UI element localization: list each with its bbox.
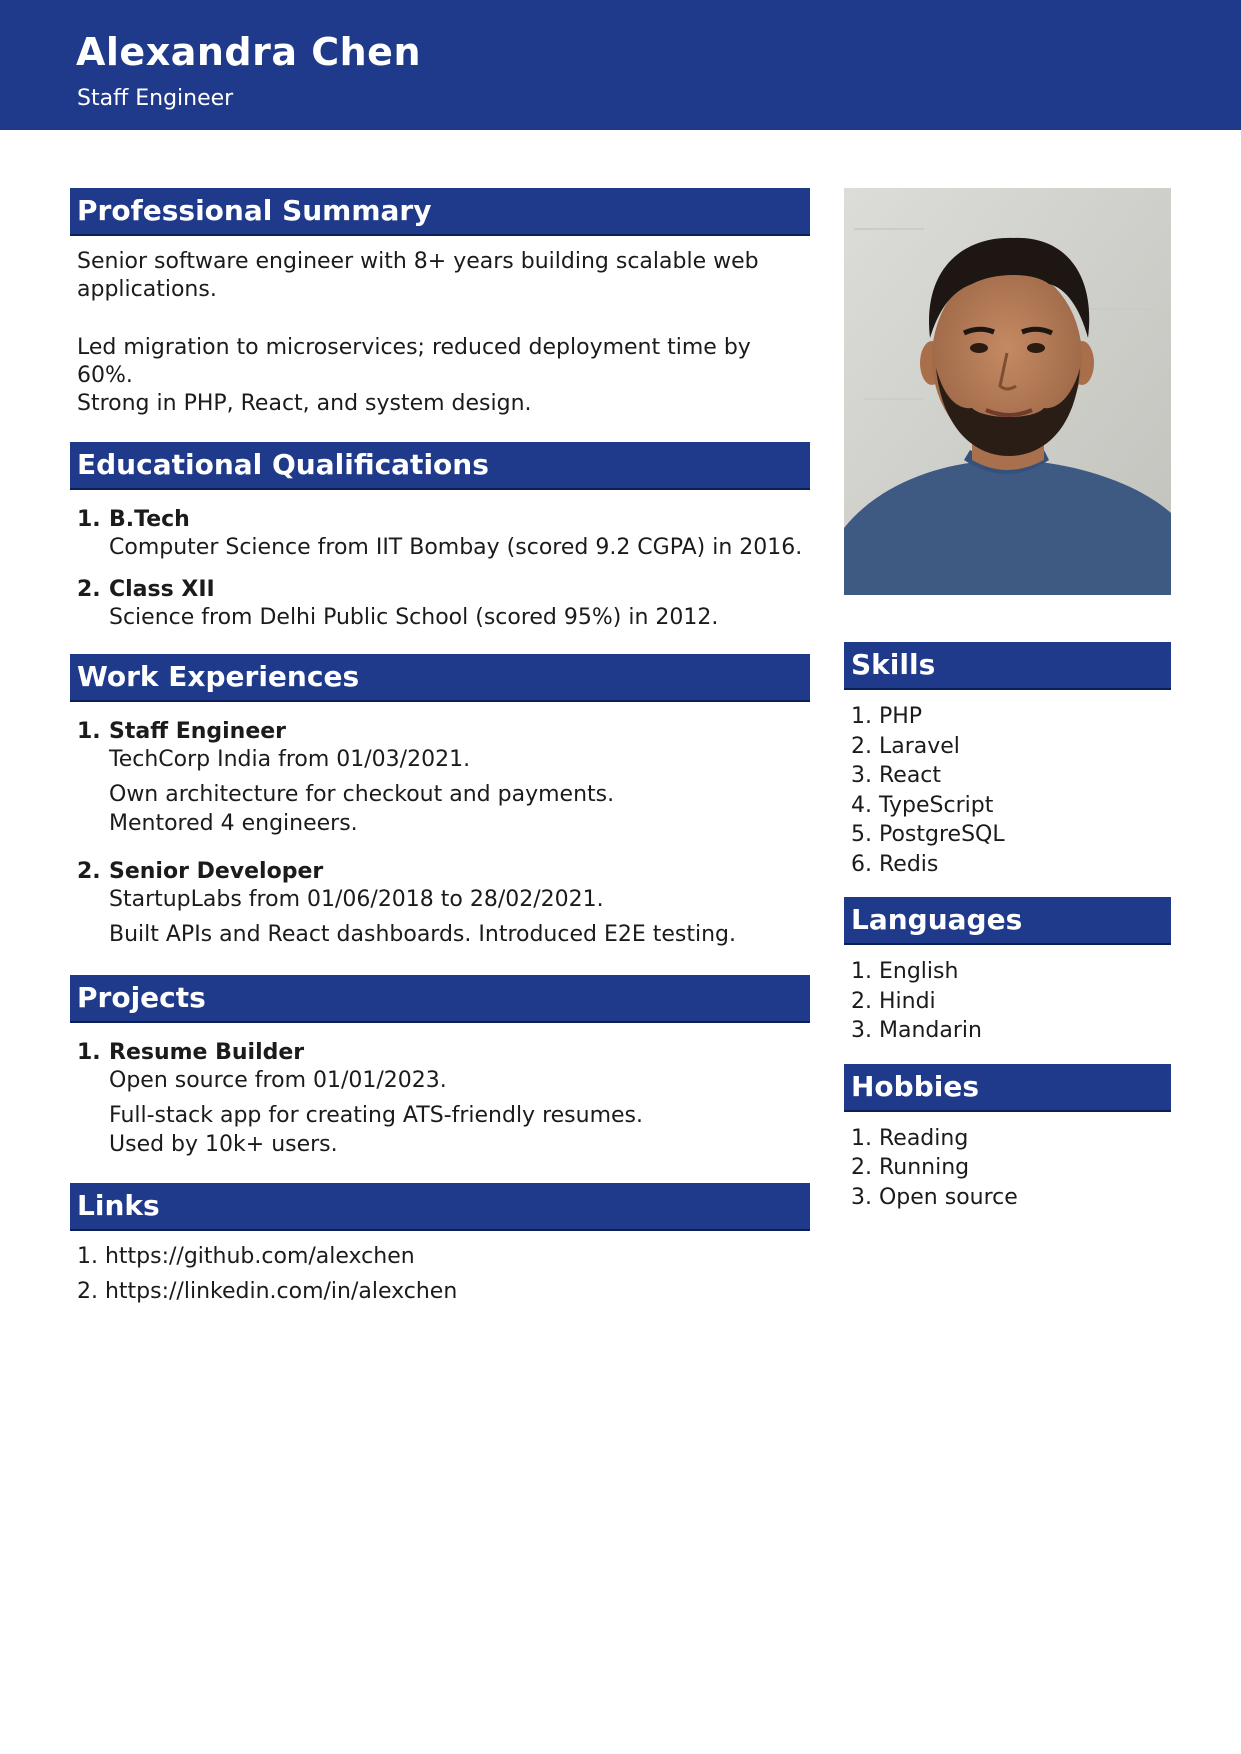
education-list [70,506,810,632]
project-item [77,1039,810,1159]
hobby-item: 2. Running [851,1155,970,1180]
work-description: Own architecture for checkout and payments. Mentored 4 engineers. [109,782,615,836]
skill-item: 2. Laravel [851,733,960,759]
main-column [70,188,810,1309]
candidate-role: Staff Engineer [77,86,234,111]
education-title: 1. B.Tech [77,507,190,532]
education-item [77,506,810,562]
project-description: Full-stack app for creating ATS-friendly resumes. Used by 10k+ users. [109,1103,643,1157]
work-title: 2. Senior Developer [77,859,324,884]
profile-photo [844,188,1171,595]
education-detail: Science from Delhi Public School (scored 95%) in 2012. [109,605,719,630]
skills-list [844,702,1171,879]
education-title: 2. Class XII [77,577,215,602]
summary-text [70,248,810,418]
work-title: 1. Staff Engineer [77,719,287,744]
hobbies-heading: Hobbies [844,1064,1171,1112]
language-item: 3. Mandarin [851,1018,982,1043]
projects-list [70,1039,810,1159]
summary-line: Strong in PHP, React, and system design. [77,391,532,416]
work-company: StartupLabs from 01/06/2018 to 28/02/2021. [109,887,604,912]
hobby-item: 3. Open source [851,1184,1018,1210]
skill-item: 3. React [851,763,942,788]
work-list [70,718,810,949]
work-company: TechCorp India from 01/03/2021. [109,747,471,772]
summary-heading: Professional Summary [70,188,810,236]
candidate-name: Alexandra Chen [76,30,421,74]
project-title: 1. Resume Builder [77,1040,305,1065]
language-item: 1. English [851,959,959,984]
skill-item: 6. Redis [851,851,939,877]
projects-heading: Projects [70,975,810,1023]
sidebar-column [844,188,1171,1212]
profile-link[interactable]: 1. https://github.com/alexchen [77,1244,415,1269]
skill-item: 1. PHP [851,704,923,729]
project-detail: Open source from 01/01/2023. [109,1068,447,1093]
work-item [77,858,810,949]
resume-header [0,0,1241,130]
links-heading: Links [70,1183,810,1231]
education-heading: Educational Qualifications [70,442,810,490]
links-list [70,1239,810,1309]
skill-item: 4. TypeScript [851,792,994,818]
profile-link[interactable]: 2. https://linkedin.com/in/alexchen [77,1279,458,1304]
summary-line: Led migration to microservices; reduced deployment time by 60%. [77,335,751,388]
work-item [77,718,810,838]
language-item: 2. Hindi [851,988,936,1014]
education-item [77,576,810,632]
skills-heading: Skills [844,642,1171,690]
languages-heading: Languages [844,897,1171,945]
summary-line: Senior software engineer with 8+ years building scalable web applications. [77,249,759,302]
hobbies-list [844,1124,1171,1213]
skill-item: 5. PostgreSQL [851,822,1005,847]
education-detail: Computer Science from IIT Bombay (scored 9.2 CGPA) in 2016. [109,535,803,560]
hobby-item: 1. Reading [851,1125,969,1151]
languages-list [844,957,1171,1046]
work-heading: Work Experiences [70,654,810,702]
work-description: Built APIs and React dashboards. Introduced E2E testing. [109,922,737,947]
